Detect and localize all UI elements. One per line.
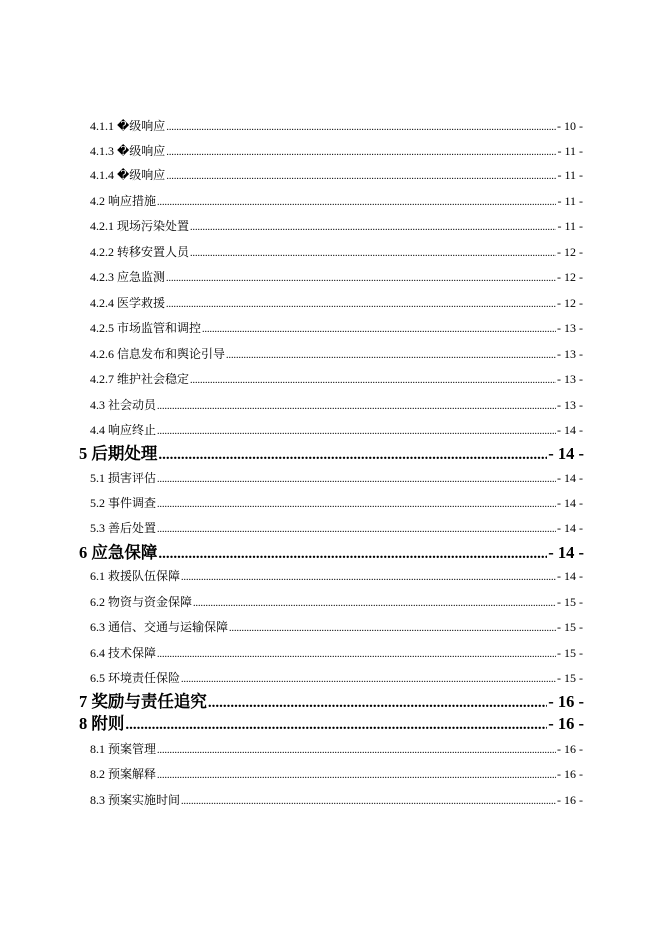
toc-entry-title: 4.2 响应措施: [90, 194, 157, 208]
toc-entry[interactable]: [90, 396, 583, 414]
toc-entry-title: 4.2.1 现场污染处置: [90, 219, 190, 233]
toc-entry-page: - 11 -: [557, 144, 583, 158]
toc-entry[interactable]: [90, 765, 583, 783]
toc-entry-page: - 11 -: [557, 194, 583, 208]
toc-entry[interactable]: [90, 421, 583, 439]
toc-entry-title: 4.1.4 �级响应: [90, 168, 166, 182]
toc-entry[interactable]: [90, 217, 583, 235]
toc-entry-page: - 11 -: [557, 168, 583, 182]
toc-entry-title: 4.2.6 信息发布和舆论引导: [90, 347, 226, 361]
toc-entry[interactable]: [90, 593, 583, 611]
toc-dot-leader: [166, 270, 556, 288]
toc-entry-page: - 14 -: [557, 423, 583, 437]
toc-entry[interactable]: [90, 166, 583, 184]
toc-entry[interactable]: [90, 268, 583, 286]
toc-dot-leader: [166, 168, 556, 186]
toc-dot-leader: [157, 423, 556, 441]
toc-dot-leader: [190, 245, 556, 263]
toc-entry-page: - 14 -: [557, 569, 583, 583]
toc-entry[interactable]: [90, 519, 583, 537]
toc-entry-title: 8.1 预案管理: [90, 742, 157, 756]
toc-chapter-entry[interactable]: [79, 443, 584, 465]
toc-dot-leader: [157, 398, 556, 416]
toc-dot-leader: [181, 793, 556, 811]
toc-dot-leader: [125, 714, 547, 736]
toc-entry-title: 6.3 通信、交通与运输保障: [90, 620, 229, 634]
toc-entry-title: 6.1 救援队伍保障: [90, 569, 181, 583]
toc-entry-title: 4.2.4 医学救援: [90, 296, 166, 310]
toc-entry-page: - 13 -: [557, 347, 583, 361]
toc-dot-leader: [157, 767, 556, 785]
toc-entry[interactable]: [90, 345, 583, 363]
toc-entry-page: - 13 -: [557, 398, 583, 412]
toc-dot-leader: [158, 444, 547, 466]
toc-entry[interactable]: [90, 319, 583, 337]
toc-entry-title: 8.2 预案解释: [90, 767, 157, 781]
toc-entry[interactable]: [90, 791, 583, 809]
toc-entry-page: - 12 -: [557, 245, 583, 259]
toc-entry[interactable]: [90, 469, 583, 487]
toc-dot-leader: [229, 620, 556, 638]
toc-entry-title: 4.2.7 维护社会稳定: [90, 372, 190, 386]
toc-dot-leader: [226, 347, 556, 365]
toc-chapter-entry[interactable]: [79, 542, 584, 564]
toc-entry-title: 5.1 损害评估: [90, 471, 157, 485]
toc-entry-title: 4.1.1 �级响应: [90, 119, 166, 133]
toc-entry[interactable]: [90, 294, 583, 312]
toc-dot-leader: [157, 496, 556, 514]
toc-dot-leader: [157, 646, 556, 664]
toc-entry-title: 6.2 物资与资金保障: [90, 595, 193, 609]
toc-entry-page: - 14 -: [557, 521, 583, 535]
toc-entry-page: - 15 -: [557, 646, 583, 660]
toc-dot-leader: [166, 144, 556, 162]
toc-entry-page: - 16 -: [557, 742, 583, 756]
toc-entry-title: 8.3 预案实施时间: [90, 793, 181, 807]
toc-entry-page: - 12 -: [557, 270, 583, 284]
toc-entry-title: 5.3 善后处置: [90, 521, 157, 535]
toc-dot-leader: [190, 219, 556, 237]
toc-entry-page: - 12 -: [557, 296, 583, 310]
toc-entry[interactable]: [90, 669, 583, 687]
toc-chapter-title: 8 附则: [79, 714, 125, 733]
toc-dot-leader: [202, 321, 556, 339]
toc-chapter-page: - 16 -: [548, 692, 584, 711]
toc-entry-title: 5.2 事件调查: [90, 496, 157, 510]
toc-entry[interactable]: [90, 117, 583, 135]
toc-entry-page: - 13 -: [557, 321, 583, 335]
toc-entry-title: 4.1.3 �级响应: [90, 144, 166, 158]
toc-entry-title: 4.2.5 市场监管和调控: [90, 321, 202, 335]
toc-dot-leader: [190, 372, 556, 390]
toc-chapter-title: 6 应急保障: [79, 543, 158, 562]
toc-entry[interactable]: [90, 494, 583, 512]
toc-dot-leader: [193, 595, 556, 613]
toc-dot-leader: [208, 692, 547, 714]
toc-chapter-page: - 16 -: [548, 714, 584, 733]
toc-entry-page: - 14 -: [557, 496, 583, 510]
toc-chapter-page: - 14 -: [548, 444, 584, 463]
toc-entry[interactable]: [90, 243, 583, 261]
toc-entry[interactable]: [90, 192, 583, 210]
toc-dot-leader: [157, 194, 556, 212]
toc-dot-leader: [157, 521, 556, 539]
toc-entry-title: 6.4 技术保障: [90, 646, 157, 660]
toc-entry-page: - 16 -: [557, 767, 583, 781]
toc-entry-page: - 11 -: [557, 219, 583, 233]
toc-entry-title: 4.4 响应终止: [90, 423, 157, 437]
toc-dot-leader: [166, 119, 556, 137]
toc-entry[interactable]: [90, 567, 583, 585]
toc-entry-title: 4.2.3 应急监测: [90, 270, 166, 284]
toc-entry-page: - 16 -: [557, 793, 583, 807]
toc-entry[interactable]: [90, 618, 583, 636]
toc-entry[interactable]: [90, 740, 583, 758]
toc-dot-leader: [181, 671, 556, 689]
toc-entry[interactable]: [90, 142, 583, 160]
toc-dot-leader: [181, 569, 556, 587]
toc-entry-title: 6.5 环境责任保险: [90, 671, 181, 685]
toc-entry[interactable]: [90, 644, 583, 662]
toc-dot-leader: [157, 471, 556, 489]
toc-entry-page: - 15 -: [557, 620, 583, 634]
toc-entry[interactable]: [90, 370, 583, 388]
toc-chapter-entry[interactable]: [79, 713, 584, 735]
toc-entry-page: - 13 -: [557, 372, 583, 386]
toc-chapter-title: 5 后期处理: [79, 444, 158, 463]
toc-entry-page: - 15 -: [557, 671, 583, 685]
toc-chapter-title: 7 奖励与责任追究: [79, 692, 207, 711]
toc-dot-leader: [166, 296, 556, 314]
toc-dot-leader: [157, 742, 556, 760]
toc-chapter-page: - 14 -: [548, 543, 584, 562]
toc-entry-title: 4.3 社会动员: [90, 398, 157, 412]
toc-chapter-entry[interactable]: [79, 691, 584, 713]
toc-entry-page: - 15 -: [557, 595, 583, 609]
toc-entry-page: - 10 -: [557, 119, 583, 133]
toc-dot-leader: [158, 543, 547, 565]
toc-entry-page: - 14 -: [557, 471, 583, 485]
toc-entry-title: 4.2.2 转移安置人员: [90, 245, 190, 259]
